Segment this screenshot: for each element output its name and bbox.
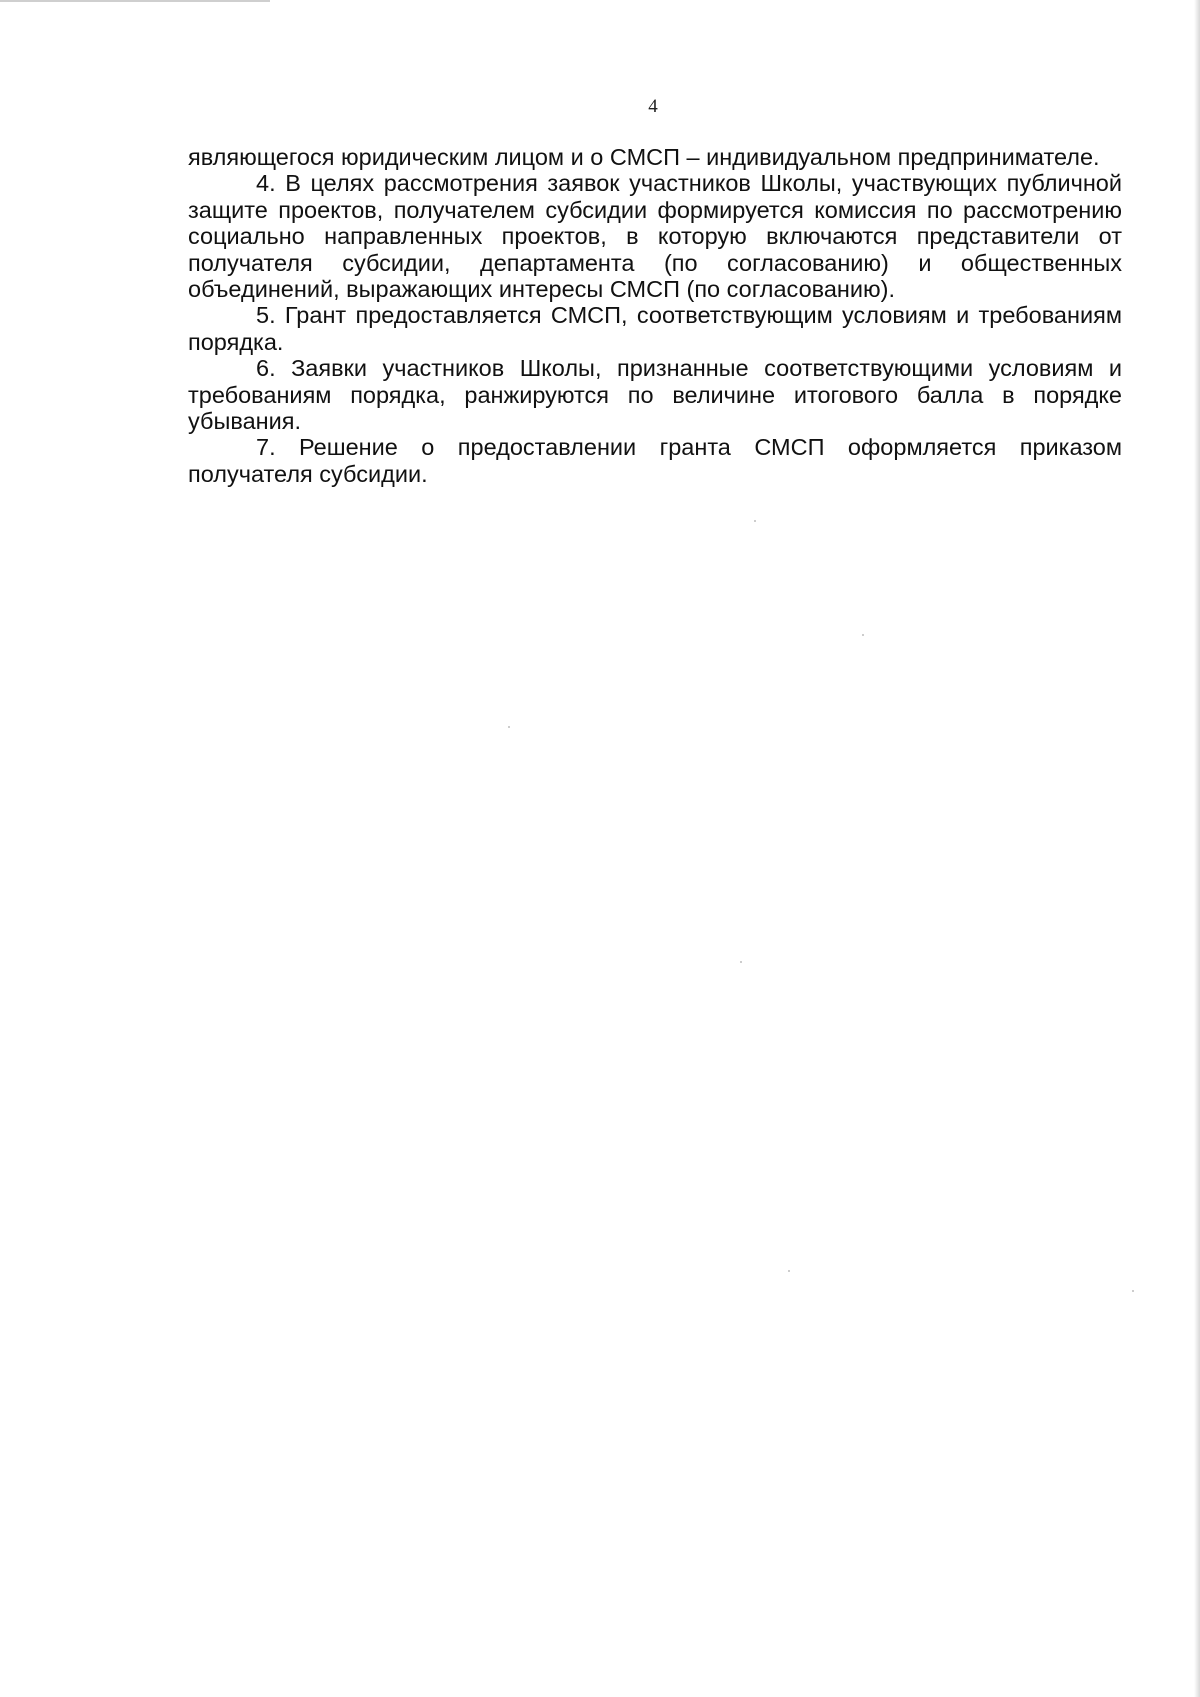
paragraph-continuation: являющегося юридическим лицом и о СМСП – индивидуальном предпринимателе. xyxy=(188,144,1100,170)
scan-speck xyxy=(740,961,742,963)
scan-artifact-top xyxy=(0,0,270,2)
scan-speck xyxy=(1132,1290,1134,1292)
paragraph-item-4: 4. В целях рассмотрения заявок участников Школы, участвующих публичной защите проектов, получателем субсидии формируется комиссия по рассмотрению социально направленных проектов, в которую включаются представители от получателя субсидии, департамента (по согласованию) и общественных объединений, выражающих интересы СМСП (по согласованию). xyxy=(188,170,1122,303)
scan-speck xyxy=(754,520,756,522)
paragraph-item-5: 5. Грант предоставляется СМСП, соответствующим условиям и требованиям порядка. xyxy=(188,302,1122,355)
scan-speck xyxy=(508,726,510,728)
paragraph-item-7: 7. Решение о предоставлении гранта СМСП оформляется приказом получателя субсидии. xyxy=(188,434,1122,487)
paragraph-item-6: 6. Заявки участников Школы, признанные соответствующими условиям и требованиям порядка, ранжируются по величине итогового балла в порядке убывания. xyxy=(188,355,1122,435)
scan-speck xyxy=(788,1270,790,1272)
page-number: 4 xyxy=(648,96,658,117)
scan-artifact-right xyxy=(1194,0,1200,1697)
scan-speck xyxy=(862,634,864,636)
document-body xyxy=(188,144,1122,487)
